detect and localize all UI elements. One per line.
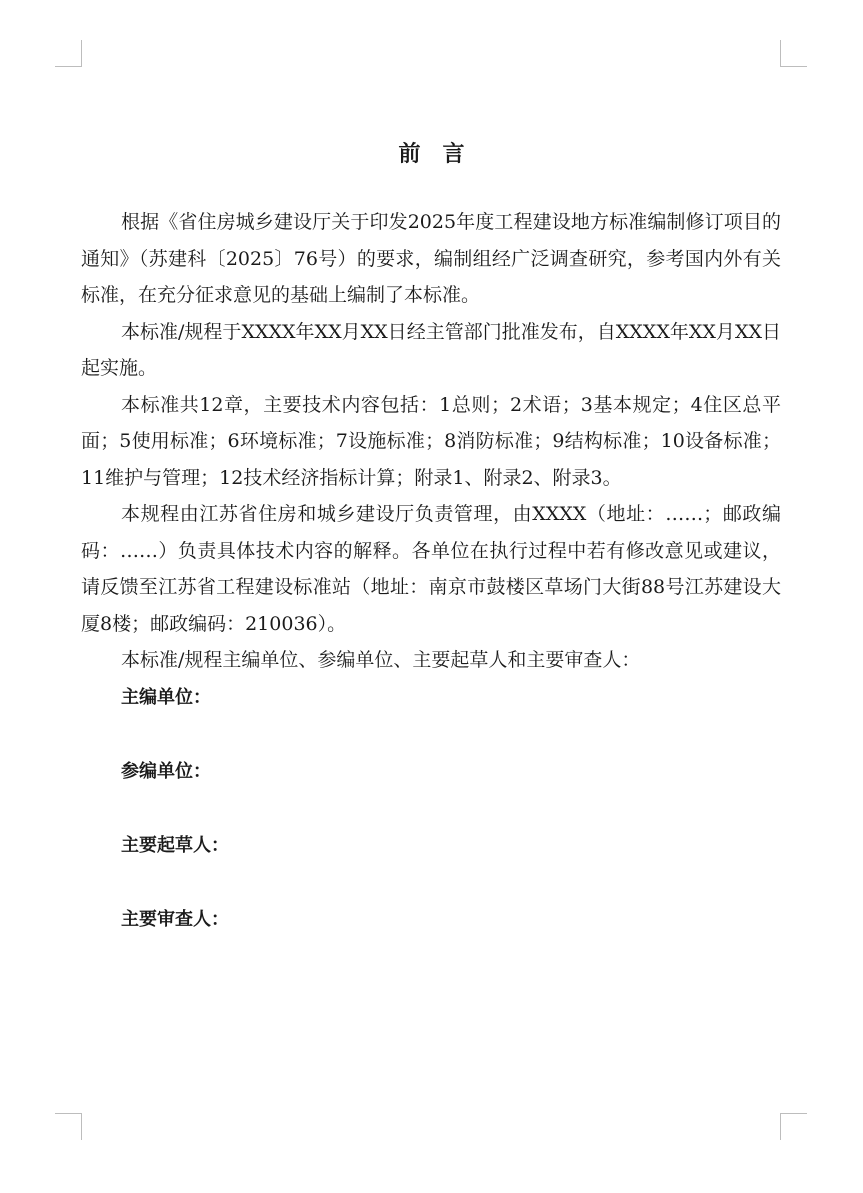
page-title: 前言	[398, 142, 487, 167]
paragraph-units-intro: 本标准/规程主编单位、参编单位、主要起草人和主要审查人：	[121, 649, 641, 671]
co-editor-label: 参编单位：	[121, 760, 211, 782]
crop-mark-top-right	[780, 40, 807, 67]
chief-editor-value	[81, 716, 781, 753]
paragraph-contents: 本标准共12章，主要技术内容包括：1总则；2术语；3基本规定；4住区总平面；5使用标准；6环境标准；7设施标准；8消防标准；9结构标准；10设备标准；11维护与管理；12技术经济指标计算；附录1、附录2、附录3。	[81, 393, 781, 489]
crop-mark-top-left	[55, 40, 82, 67]
main-reviewers-label: 主要审查人：	[121, 908, 229, 930]
co-editor-value	[81, 790, 781, 827]
paragraph-effective-date: 本标准/规程于XXXX年XX月XX日经主管部门批准发布，自XXXX年XX月XX日起实施。	[81, 320, 781, 379]
paragraph-basis: 根据《省住房城乡建设厅关于印发2025年度工程建设地方标准编制修订项目的通知》（苏建科〔2025〕76号）的要求，编制组经广泛调查研究，参考国内外有关标准，在充分征求意见的基础上编制了本标准。	[81, 211, 781, 306]
paragraph-management: 本规程由江苏省住房和城乡建设厅负责管理，由XXXX（地址：……；邮政编码：……）负责具体技术内容的解释。各单位在执行过程中若有修改意见或建议，请反馈至江苏省工程建设标准站（地址：南京市鼓楼区草场门大街88号江苏建设大厦8楼；邮政编码：210036）。	[81, 503, 781, 635]
crop-mark-bottom-left	[55, 1113, 82, 1140]
main-drafters-label: 主要起草人：	[121, 834, 229, 856]
chief-editor-label: 主编单位：	[121, 686, 211, 708]
document-body	[81, 204, 781, 938]
main-drafters-value	[81, 864, 781, 901]
crop-mark-bottom-right	[780, 1113, 807, 1140]
